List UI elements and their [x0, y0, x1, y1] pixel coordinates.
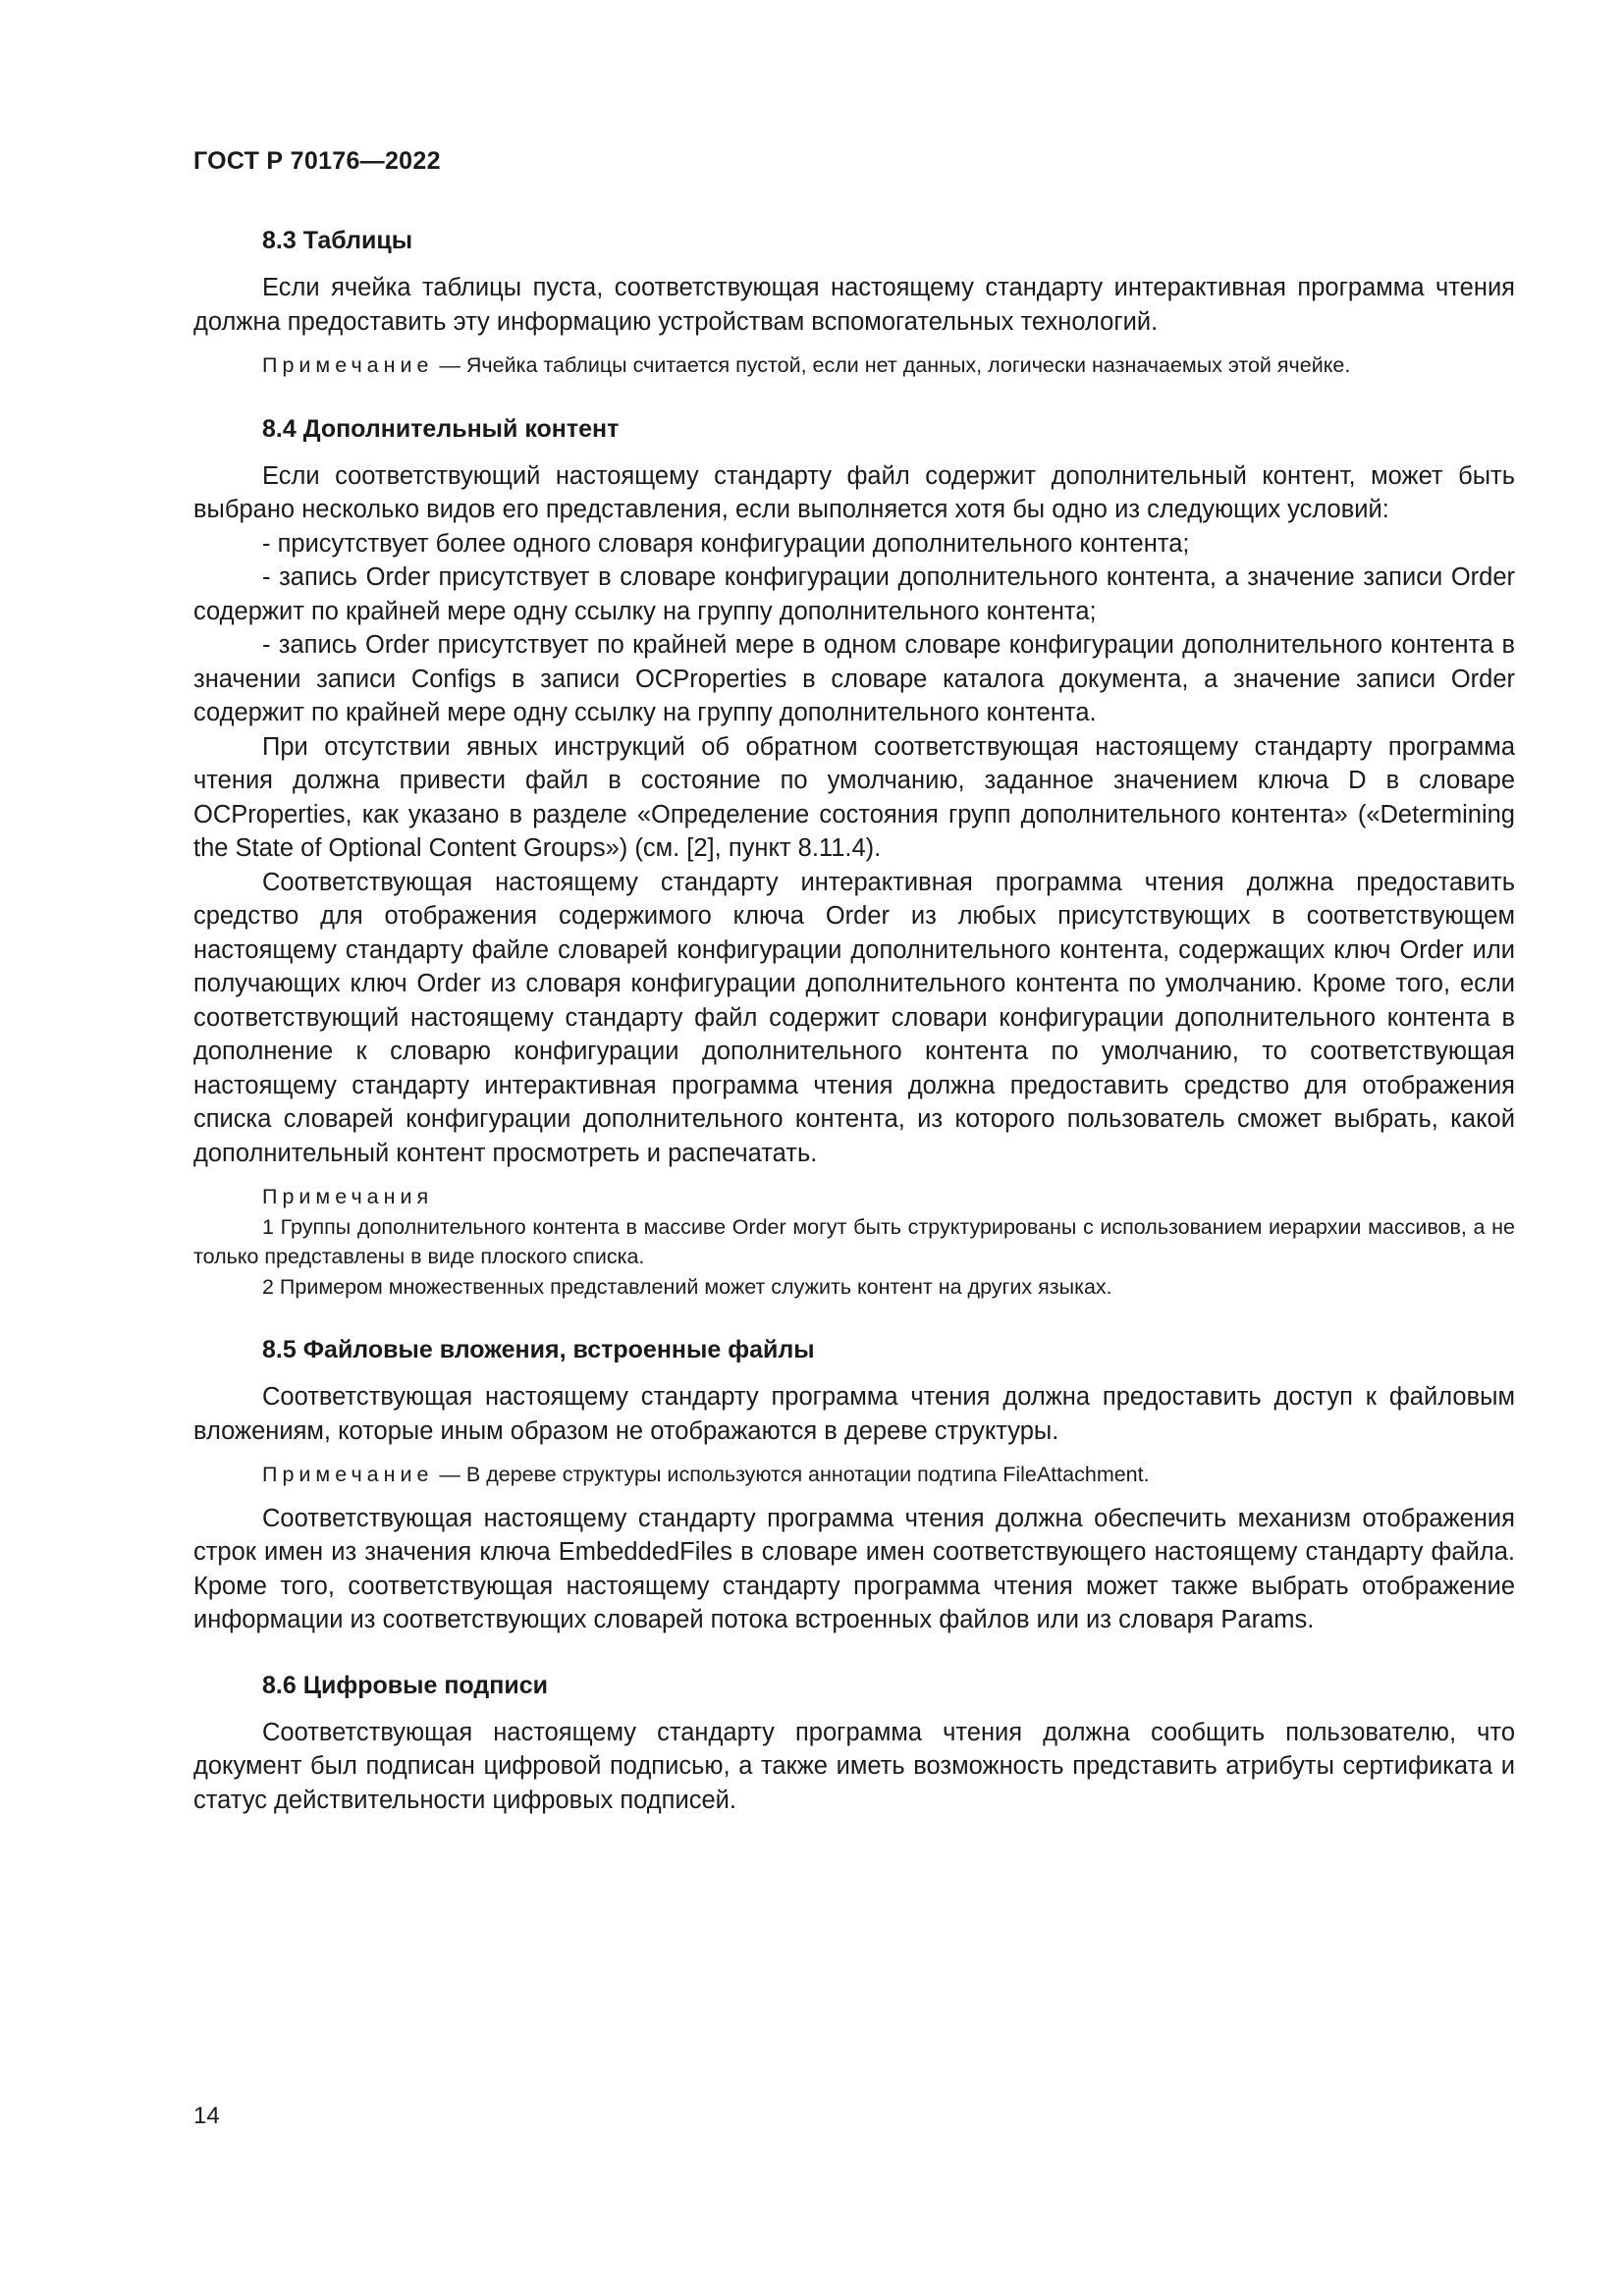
- page-number: 14: [193, 2103, 220, 2129]
- section-heading-8-5: 8.5 Файловые вложения, встроенные файлы: [262, 1336, 815, 1363]
- notes-label: Примечания: [262, 1185, 434, 1208]
- note-item: 2 Примером множественных представлений может служить контент на других языках.: [262, 1274, 1112, 1299]
- paragraph: Соответствующая настоящему стандарту программа чтения должна обеспечить механизм отображения строк имен из значения ключа EmbeddedFiles в словаре имен соответствующего настоящему стандарту файла. Кроме того, соответствующая настоящему стандарту программа чтения может также выбрать отображение информации из соответствующих словарей потока встроенных файлов или из словаря Params.: [193, 1504, 1515, 1633]
- section-heading-8-3: 8.3 Таблицы: [262, 227, 413, 254]
- section-heading-8-4: 8.4 Дополнительный контент: [262, 414, 620, 443]
- note-label: Примечание: [262, 353, 434, 377]
- paragraph: Соответствующая настоящему стандарту программа чтения должна предоставить доступ к файловым вложениям, которые иным образом не отображаются в дереве структуры.: [193, 1383, 1515, 1445]
- note: [193, 1460, 1515, 1490]
- section-heading-8-6: 8.6 Цифровые подписи: [262, 1671, 548, 1699]
- paragraph: Соответствующая настоящему стандарту интерактивная программа чтения должна предоставить средство для отображения содержимого ключа Order из любых присутствующих в соответствующем настоящему стандарту файле словарей конфигурации дополнительного контента, содержащих ключ Order или получающих ключ Order из словаря конфигурации дополнительного контента по умолчанию. Кроме того, если соответствующий настоящему стандарту файл содержит словари конфигурации дополнительного контента в дополнение к словарю конфигурации дополнительного контента по умолчанию, то соответствующая настоящему стандарту интерактивная программа чтения должна предоставить средство для отображения списка словарей конфигурации дополнительного контента, из которого пользователь сможет выбрать, какой дополнительный контент просмотреть и распечатать.: [193, 868, 1515, 1167]
- list-item: - запись Order присутствует в словаре конфигурации дополнительного контента, а значение записи Order содержит по крайней мере одну ссылку на группу дополнительного контента;: [193, 563, 1515, 625]
- paragraph: Соответствующая настоящему стандарту программа чтения должна сообщить пользователю, что документ был подписан цифровой подписью, а также иметь возможность представить атрибуты сертификата и статус действительности цифровых подписей.: [193, 1718, 1515, 1814]
- document-body: [193, 224, 1515, 1817]
- list-item: - присутствует более одного словаря конфигурации дополнительного контента;: [262, 529, 1190, 558]
- note: [193, 350, 1515, 381]
- note-item: 1 Группы дополнительного контента в массиве Order могут быть структурированы с использованием иерархии массивов, а не только представлены в виде плоского списка.: [193, 1214, 1515, 1268]
- note-text: — В дереве структуры используются аннотации подтипа FileAttachment.: [433, 1463, 1150, 1486]
- document-code: ГОСТ Р 70176—2022: [193, 147, 441, 175]
- paragraph: При отсутствии явных инструкций об обратном соответствующая настоящему стандарту программа чтения должна привести файл в состояние по умолчанию, заданное значением ключа D в словаре OCProperties, как указано в разделе «Определение состояния групп дополнительного контента» («Determining the State of Optional Content Groups») (см. [2], пункт 8.11.4).: [193, 732, 1515, 862]
- paragraph: Если ячейка таблицы пуста, соответствующая настоящему стандарту интерактивная программа чтения должна предоставить эту информацию устройствам вспомогательных технологий.: [193, 274, 1515, 336]
- note-text: — Ячейка таблицы считается пустой, если нет данных, логически назначаемых этой ячейке.: [433, 353, 1351, 377]
- paragraph: Если соответствующий настоящему стандарту файл содержит дополнительный контент, может быть выбрано несколько видов его представления, если выполняется хотя бы одно из следующих условий:: [193, 461, 1515, 523]
- note-label: Примечание: [262, 1463, 434, 1486]
- list-item: - запись Order присутствует по крайней мере в одном словаре конфигурации дополнительного контента в значении записи Configs в записи OCProperties в словаре каталога документа, а значение записи Order содержит по крайней мере одну ссылку на группу дополнительного контента.: [193, 631, 1515, 726]
